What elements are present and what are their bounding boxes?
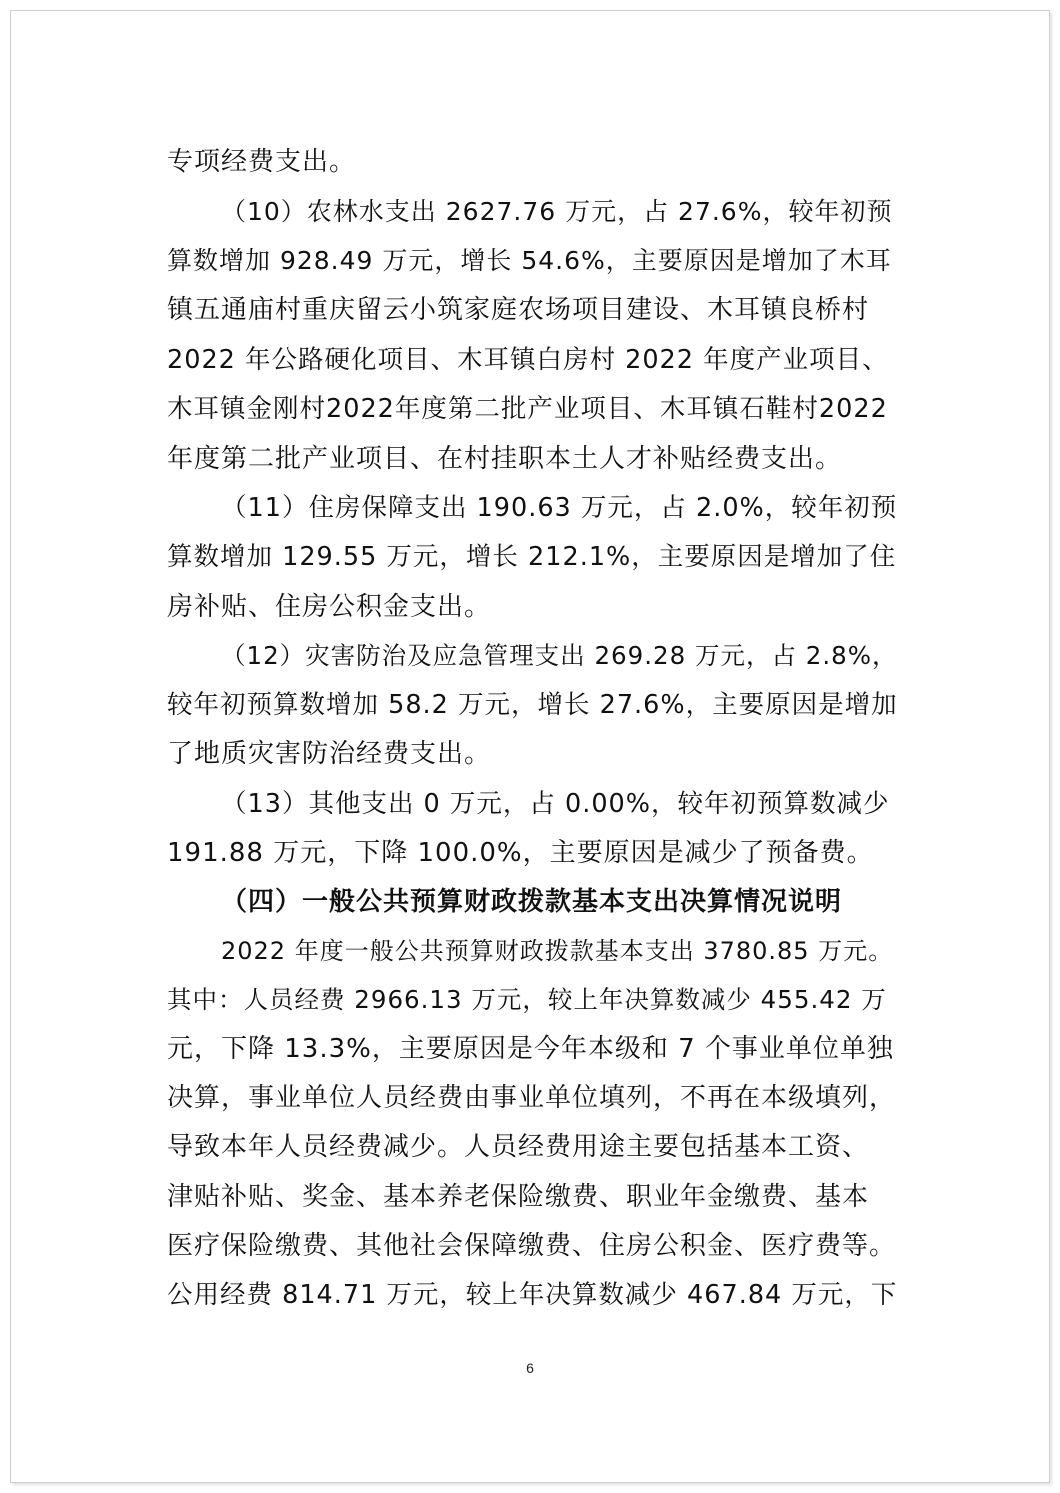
text-line: 公用经费 814.71 万元，较上年决算数减少 467.84 万元，下 xyxy=(167,1280,898,1310)
text-line: 较年初预算数增加 58.2 万元，增长 27.6%，主要原因是增加 xyxy=(167,690,898,720)
text-line: 津贴补贴、奖金、基本养老保险缴费、职业年金缴费、基本 xyxy=(167,1182,870,1212)
text-line: 算数增加 129.55 万元，增长 212.1%，主要原因是增加了住 xyxy=(167,542,897,572)
text-line: 年度第二批产业项目、在村挂职本土人才补贴经费支出。 xyxy=(167,444,843,474)
text-line: 2022 年度一般公共预算财政拨款基本支出 3780.85 万元。 xyxy=(221,937,894,965)
text-line: 医疗保险缴费、其他社会保障缴费、住房公积金、医疗费等。 xyxy=(167,1231,897,1261)
text-line: 木耳镇金刚村2022年度第二批产业项目、木耳镇石鞋村2022 xyxy=(167,394,888,424)
text-line: （12）灾害防治及应急管理支出 269.28 万元，占 2.8%， xyxy=(221,641,898,670)
text-line: 191.88 万元，下降 100.0%，主要原因是减少了预备费。 xyxy=(167,838,874,868)
text-line: （13）其他支出 0 万元，占 0.00%，较年初预算数减少 xyxy=(221,789,890,819)
text-line: 算数增加 928.49 万元，增长 54.6%，主要原因是增加了木耳 xyxy=(167,246,892,275)
text-line: 专项经费支出。 xyxy=(167,147,357,177)
text-line: 房补贴、住房公积金支出。 xyxy=(167,592,492,622)
text-line: 导致本年人员经费减少。人员经费用途主要包括基本工资、 xyxy=(167,1132,870,1162)
text-line: 镇五通庙村重庆留云小筑家庭农场项目建设、木耳镇良桥村 xyxy=(167,295,870,325)
page-number: 6 xyxy=(526,1360,534,1376)
text-line: 了地质灾害防治经费支出。 xyxy=(167,739,492,769)
text-line: （10）农林水支出 2627.76 万元，占 27.6%，较年初预 xyxy=(221,197,893,226)
text-line: 2022 年公路硬化项目、木耳镇白房村 2022 年度产业项目、 xyxy=(167,345,889,375)
text-line: 决算，事业单位人员经费由事业单位填列，不再在本级填列， xyxy=(167,1083,897,1113)
text-line: （11）住房保障支出 190.63 万元，占 2.0%，较年初预 xyxy=(221,493,898,523)
section-heading: （四）一般公共预算财政拨款基本支出决算情况说明 xyxy=(221,887,843,917)
text-line: 元，下降 13.3%，主要原因是今年本级和 7 个事业单位单独 xyxy=(167,1034,894,1064)
text-line: 其中：人员经费 2966.13 万元，较上年决算数减少 455.42 万 xyxy=(167,985,887,1014)
